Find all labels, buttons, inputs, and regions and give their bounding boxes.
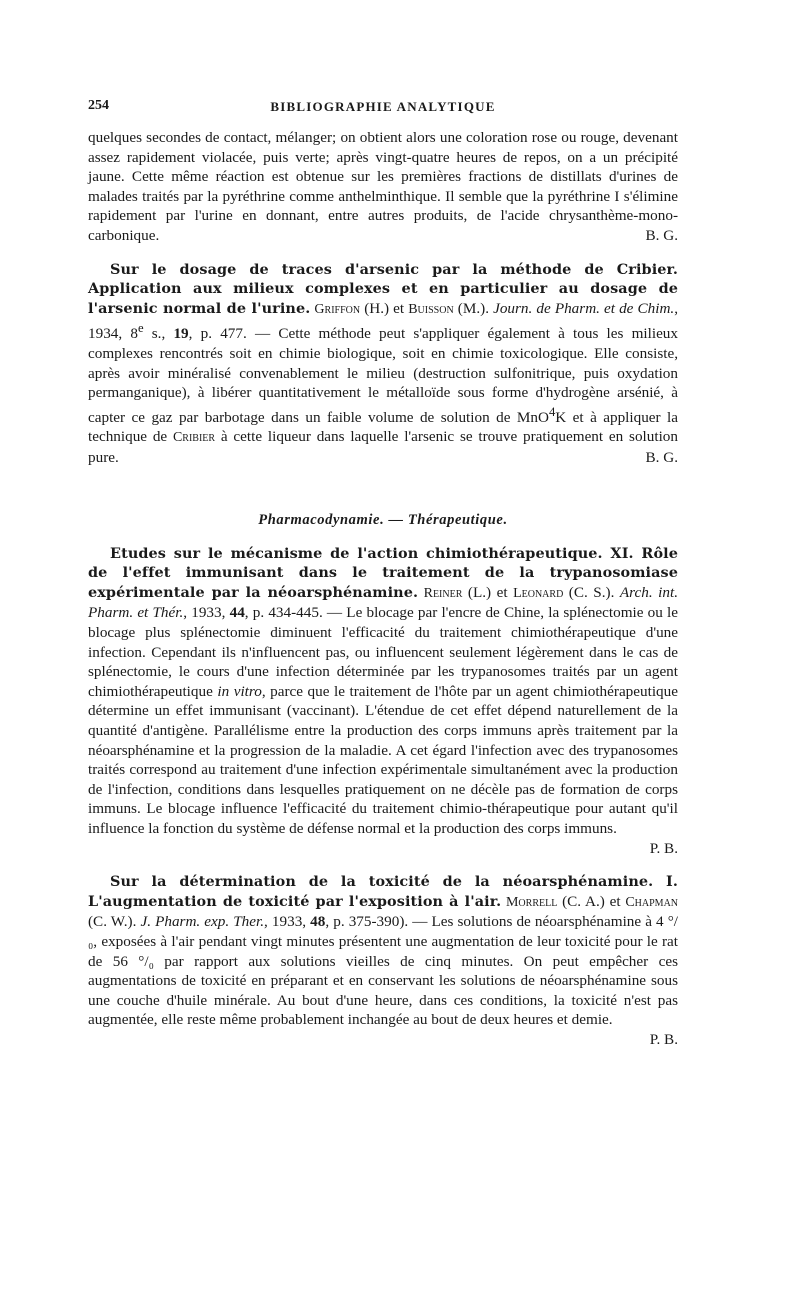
volume-number: 44 — [229, 604, 245, 622]
reference-text: , 1933, — [264, 913, 311, 931]
author-name: Morrell — [505, 894, 558, 910]
running-header — [88, 98, 678, 120]
author-name: Griffon — [314, 301, 361, 317]
author-initials: (M.). — [453, 299, 494, 317]
article-title: Sur le dosage de traces d'arsenic par la méthode de Cribier. Application aux milieux complexes et en particulier au dosage de l'arsenic normal de l'urine. — [88, 260, 678, 317]
cited-author: Cribier — [172, 430, 216, 446]
reference-text: s., — [143, 325, 174, 343]
continuation-text: quelques secondes de contact, mélanger; on obtient alors une coloration rose ou rouge, devenant assez rapidement violacée, puis verte; après vingt-quatre heures de repos, on a un précipité jaune. Cette même réaction est obtenue sur les premières fractions de distillats d'urines de malades traités par la pyréthrine comme anthelminthique. Il semble que la pyréthrine I s'élimine rapidement par l'urine en donnant, entre autres produits, de l'acide chrysanthème-mono-carbonique. — [88, 129, 678, 244]
author-name: Leonard — [513, 585, 564, 601]
author-name: Chapman — [625, 894, 679, 910]
formula-superscript: 4 — [548, 404, 556, 419]
running-title: BIBLIOGRAPHIE ANALYTIQUE — [270, 99, 496, 114]
journal-name: Arch. int. Pharm. et Thér. — [88, 583, 678, 622]
article-cribier — [88, 260, 678, 468]
reference-text: , 1933, — [183, 604, 230, 622]
article-title: Etudes sur le mécanisme de l'action chimiothérapeutique. XI. Rôle de l'effet immunisant dans le traitement de la trypanosomiase expérimentale par la néoarsphénamine. — [88, 544, 678, 601]
author-initials: (H.) et — [360, 299, 409, 317]
author-initials: (L.) et — [462, 583, 514, 601]
abstract-text: , p. 434-445. — Le blocage par l'encre de Chine, la splénectomie ou le blocage plus splénectomie diminuent l'efficacité du traitement chimiothérapeutique d'une infection. Cependant ils n'influencent pas, ou influencent seulement légèrement dans le cas de splénectomie, le cours d'une infection déterminée par les trypanosomes traités par un agent chimiothérapeutique — [88, 604, 679, 700]
author-initials: (C. S.). — [563, 583, 620, 601]
author-name: Reiner — [423, 585, 463, 601]
volume-number: 19 — [173, 325, 189, 343]
author-initials: (C. W.). — [88, 913, 141, 931]
volume-number: 48 — [310, 913, 326, 931]
page — [88, 98, 678, 1049]
journal-name: Journ. de Pharm. et de Chim. — [493, 299, 675, 317]
signature: B. G. — [645, 449, 678, 467]
author-name: Buisson — [408, 301, 454, 317]
in-vitro-term: in vitro — [217, 682, 262, 700]
section-heading: Pharmacodynamie. — Thérapeutique. — [258, 511, 508, 528]
signature: P. B. — [649, 839, 678, 857]
abstract-text: à cette liqueur dans laquelle l'arsenic se trouve pratiquement en solution pure. — [88, 428, 678, 467]
abstract-text: K et à appliquer la technique de — [88, 408, 678, 446]
reference-text: , 1934, 8 — [88, 299, 679, 343]
continuation-paragraph — [88, 128, 678, 246]
article-morrell — [88, 872, 678, 1049]
page-number: 254 — [88, 98, 109, 113]
journal-name: J. Pharm. exp. Ther. — [140, 913, 265, 931]
abstract-text: , p. 477. — Cette méthode peut s'appliquer également à tous les milieux complexes rencontrés soit en chimie biologique, soit en chimie toxicologique. Elle consiste, après avoir minéralisé convenablement le milieu (destruction sulfonitrique, puis oxydation permanganique), à libérer quantitativement le métalloïde sous forme d'hydrogène arsénié, à capter ce gaz par barbotage dans un faible volume de solution de MnO — [88, 325, 678, 426]
article-title: Sur la détermination de la toxicité de la néoarsphénamine. I. L'augmentation de toxicité par l'exposition à l'air. — [88, 873, 678, 910]
series-superscript: e — [137, 321, 144, 336]
article-reiner — [88, 544, 678, 859]
abstract-text: , parce que le traitement de l'hôte par un agent chimiothérapeutique détermine un effet immunisant (vaccinant). L'étendue de cet effet dépend naturellement de la quantité d'antigène. Parallélisme entre la production des corps immuns après traitement par la néoarsphénamine et la progression de la maladie. A cet égard l'infection avec des trypanosomes traités correspond au traitement d'une infection expérimentale simultanément avec la production de l'infection, conditions dans lesquelles pratiquement on ne décèle pas de formation de corps immuns. Le blocage influence l'efficacité du traitement chimio-thérapeutique pour autant qu'il influence la fonction du système de défense normal et la production des corps immuns. — [88, 682, 678, 837]
signature: B. G. — [645, 226, 678, 244]
abstract-text: , p. 375-390). — Les solutions de néoarsphénamine à 4 °/₀, exposées à l'air pendant vingt minutes présentent une augmentation de leur toxicité pour le rat de 56 °/₀ par rapport aux solutions vieilles de cinq minutes. On peut empêcher ces augmentations de toxicité en préparant et en conservant les solutions de néoarsphénamine sous une couche d'huile minérale. Au bout d'une heure, dans ces conditions, la toxicité n'est pas augmentée, elle reste même probablement inchangée au bout de deux heures et demie. — [88, 913, 678, 1029]
author-initials: (C. A.) et — [557, 892, 626, 910]
signature: P. B. — [649, 1030, 678, 1048]
